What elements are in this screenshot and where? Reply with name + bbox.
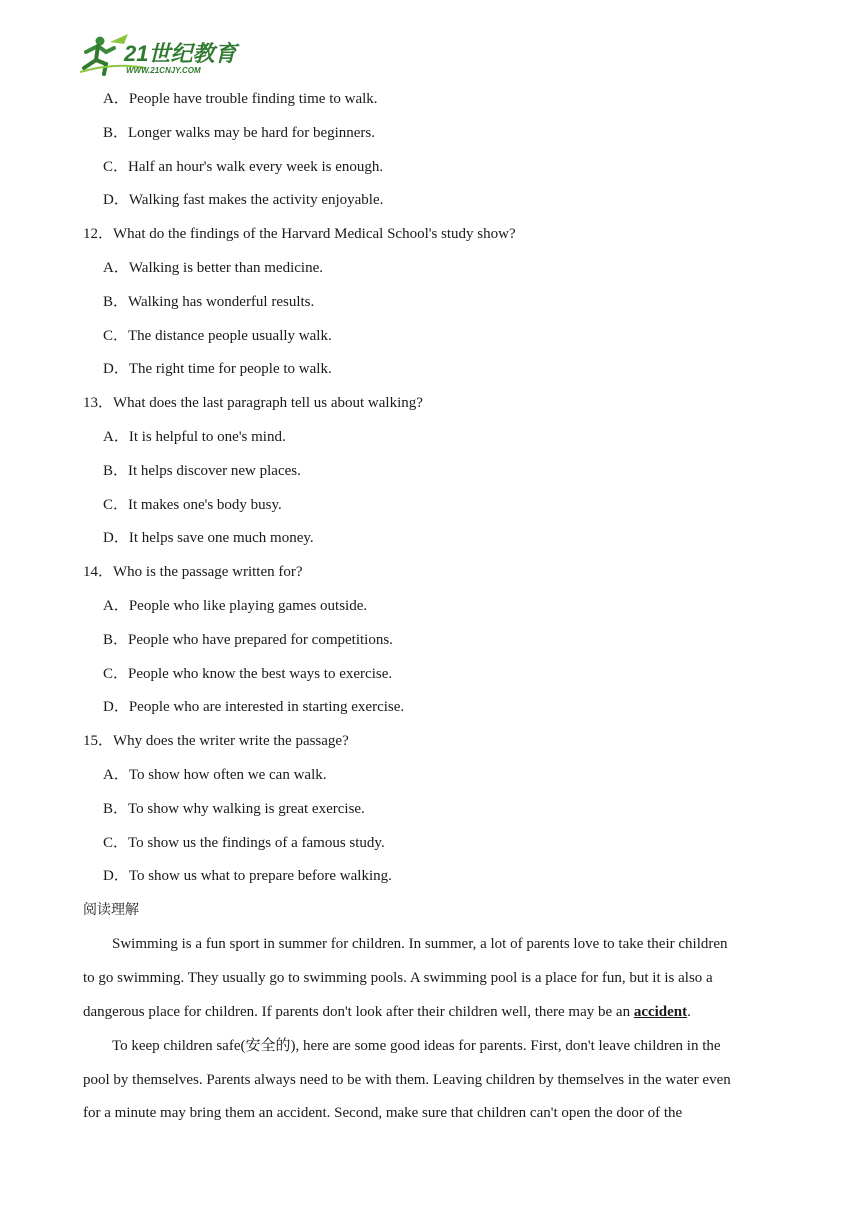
underlined-word-accident: accident <box>633 1004 688 1020</box>
runner-logo-icon <box>76 32 246 78</box>
option-11c: C．Half an hour's walk every week is enough. <box>103 159 384 175</box>
option-12a: A．Walking is better than medicine. <box>103 260 323 276</box>
option-13d: D．It helps save one much money. <box>103 530 314 546</box>
logo-sub-text: WWW.21CNJY.COM <box>126 66 201 75</box>
option-11a: A．People have trouble finding time to walk. <box>103 91 378 107</box>
option-15b: B．To show why walking is great exercise. <box>103 801 365 817</box>
option-14c: C．People who know the best ways to exercise. <box>103 666 393 682</box>
option-12d: D．The right time for people to walk. <box>103 361 332 377</box>
option-12b: B．Walking has wonderful results. <box>103 294 315 310</box>
passage-p2-line-2: pool by themselves. Parents always need to be with them. Leaving children by themselves in the water even <box>83 1072 731 1088</box>
passage-p2-line-1: To keep children safe(安全的), here are some good ideas for parents. First, don't leave children in the <box>112 1038 721 1054</box>
logo-main-text: 21世纪教育 <box>124 41 237 66</box>
option-13a: A．It is helpful to one's mind. <box>103 429 286 445</box>
section-heading: 阅读理解 <box>83 902 139 918</box>
question-14: 14．Who is the passage written for? <box>83 564 303 580</box>
question-15: 15．Why does the writer write the passage? <box>83 733 349 749</box>
passage-p2-line-3: for a minute may bring them an accident. Second, make sure that children can't open the door of the <box>83 1105 683 1121</box>
passage-p1-line-2: to go swimming. They usually go to swimming pools. A swimming pool is a place for fun, but it is also a <box>83 970 713 986</box>
option-14a: A．People who like playing games outside. <box>103 598 368 614</box>
site-logo <box>76 32 246 78</box>
option-14d: D．People who are interested in starting exercise. <box>103 699 405 715</box>
option-11d: D．Walking fast makes the activity enjoyable. <box>103 192 384 208</box>
passage-p1-line-3 <box>83 1002 691 1022</box>
option-15d: D．To show us what to prepare before walking. <box>103 868 392 884</box>
option-14b: B．People who have prepared for competitions. <box>103 632 393 648</box>
option-12c: C．The distance people usually walk. <box>103 328 332 344</box>
option-11b: B．Longer walks may be hard for beginners. <box>103 125 376 141</box>
question-12: 12．What do the findings of the Harvard Medical School's study show? <box>83 226 516 242</box>
question-13: 13．What does the last paragraph tell us about walking? <box>83 395 423 411</box>
passage-p1-text: dangerous place for children. If parents don't look after their children well, there may be an <box>83 1004 634 1020</box>
option-15a: A．To show how often we can walk. <box>103 767 327 783</box>
passage-p1-period: . <box>687 1004 691 1020</box>
passage-p1-line-1: Swimming is a fun sport in summer for children. In summer, a lot of parents love to take their children <box>112 936 728 952</box>
option-15c: C．To show us the findings of a famous study. <box>103 835 385 851</box>
option-13c: C．It makes one's body busy. <box>103 497 282 513</box>
option-13b: B．It helps discover new places. <box>103 463 301 479</box>
